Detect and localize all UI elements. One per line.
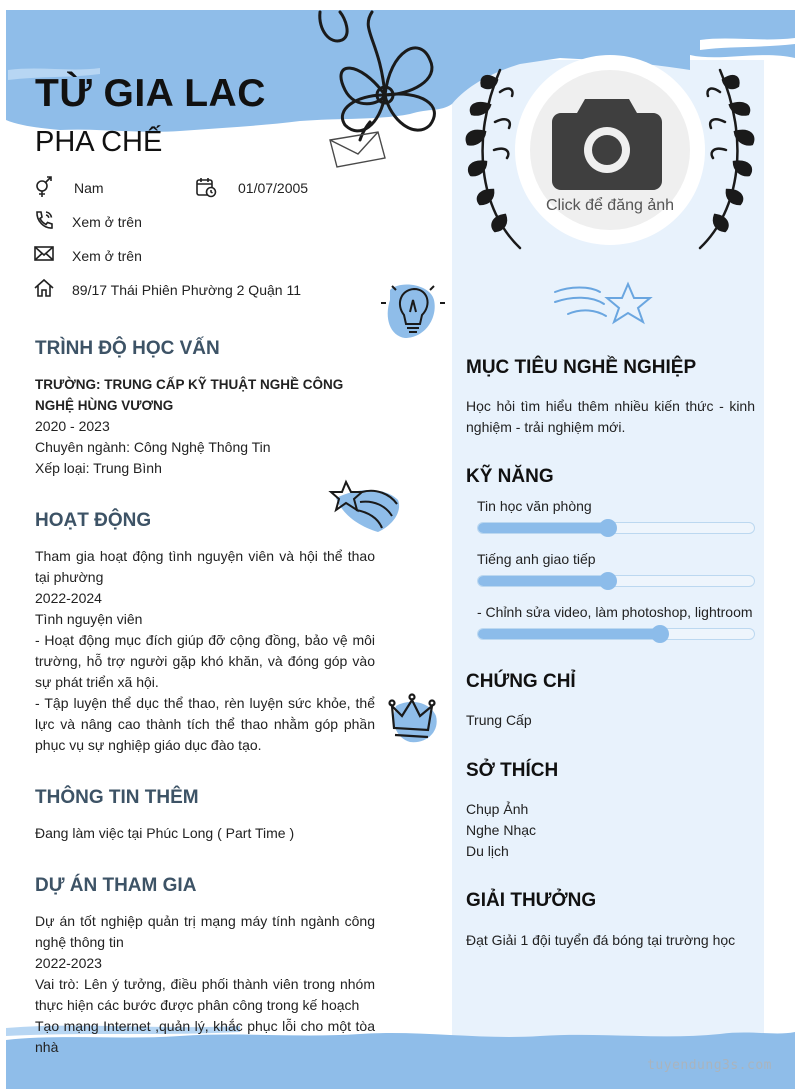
certificates-heading: CHỨNG CHỈ (466, 671, 576, 692)
skill-bar-knob (599, 519, 617, 537)
project-role: Vai trò: Lên ý tưởng, điều phối thành viên trong nhóm thực hiện các bước được phân công trong kế hoạch (35, 976, 375, 1013)
hobbies-heading: SỞ THÍCH (466, 760, 559, 781)
activities-detail: - Hoạt động mục đích giúp đỡ cộng đồng, bảo vệ môi trường, hỗ trợ người gặp khó khăn, và đóng góp vào sự phát triển xã hội. (35, 632, 375, 690)
awards-text: Đạt Giải 1 đội tuyển đá bóng tại trường học (466, 932, 736, 948)
additional-info-text: Đang làm việc tại Phúc Long ( Part Time ) (35, 825, 295, 841)
education-years: 2020 - 2023 (35, 418, 110, 434)
email-icon (33, 243, 55, 265)
activities-detail: - Tập luyện thể dục thể thao, rèn luyện sức khỏe, thể lực và nâng cao thành tích thể thao nhằm góp phần phục vụ sự nghiệp giáo dục đào tạo. (35, 695, 375, 753)
birthday-value: 01/07/2005 (238, 180, 309, 196)
candidate-name: TỪ GIA LAC (35, 72, 266, 115)
objective-text: Học hỏi tìm hiểu thêm nhiều kiến thức - kinh nghiệm - trải nghiệm mới. (466, 398, 755, 435)
education-major: Chuyên ngành: Công Nghệ Thông Tin (35, 439, 271, 455)
hobby-item: Nghe Nhạc (466, 822, 537, 838)
education-school: TRƯỜNG: TRUNG CẤP KỸ THUẬT NGHỀ CÔNG NGHỆ HÙNG VƯƠNG (35, 377, 344, 413)
gender-icon (33, 176, 55, 198)
skill-bar-knob (599, 572, 617, 590)
skill-label: - Chỉnh sửa video, làm photoshop, lightroom (477, 604, 753, 620)
skill-label: Tiếng anh giao tiếp (477, 551, 596, 567)
email-value: Xem ở trên (72, 248, 142, 264)
photo-upload-caption[interactable]: Click để đăng ảnh (545, 197, 675, 214)
additional-info-heading: THÔNG TIN THÊM (35, 787, 199, 808)
skill-bar (477, 522, 755, 534)
watermark: tuyendung3s.com (647, 1058, 772, 1073)
home-icon (33, 277, 55, 299)
camera-icon[interactable] (551, 93, 663, 191)
hobby-item: Du lịch (466, 843, 509, 859)
lightbulb-doodle (381, 285, 445, 338)
phone-icon (33, 209, 55, 231)
activities-heading: HOẠT ĐỘNG (35, 510, 152, 531)
education-heading: TRÌNH ĐỘ HỌC VẤN (35, 338, 220, 359)
objective-heading: MỤC TIÊU NGHỀ NGHIỆP (466, 357, 697, 378)
activities-years: 2022-2024 (35, 590, 102, 606)
project-task: Tạo mạng Internet ,quản lý, khắc phục lỗi cho một tòa nhà (35, 1018, 375, 1055)
skill-bar-fill (478, 576, 608, 586)
projects-heading: DỰ ÁN THAM GIA (35, 875, 197, 896)
certificates-text: Trung Cấp (466, 712, 532, 728)
hobby-item: Chụp Ảnh (466, 801, 529, 817)
shooting-star-doodle (331, 482, 399, 532)
skills-heading: KỸ NĂNG (466, 466, 554, 487)
skill-bar-fill (478, 523, 608, 533)
activities-description: Tham gia hoạt động tình nguyện viên và hội thể thao tại phường (35, 548, 375, 585)
skill-bar-fill (478, 629, 660, 639)
awards-heading: GIẢI THƯỞNG (466, 890, 597, 911)
calendar-icon (195, 176, 217, 198)
phone-value: Xem ở trên (72, 214, 142, 230)
skill-bar (477, 628, 755, 640)
job-title: PHA CHẾ (35, 126, 163, 158)
address-value: 89/17 Thái Phiên Phường 2 Quận 11 (72, 282, 301, 298)
crown-doodle (390, 695, 437, 743)
activities-role: Tình nguyện viên (35, 611, 143, 627)
project-title: Dự án tốt nghiệp quản trị mạng máy tính ngành công nghệ thông tin (35, 913, 375, 950)
skill-label: Tin học văn phòng (477, 498, 592, 514)
envelope-doodle (330, 132, 385, 167)
skill-bar (477, 575, 755, 587)
education-grade: Xếp loại: Trung Bình (35, 460, 162, 476)
project-years: 2022-2023 (35, 955, 102, 971)
gender-value: Nam (74, 180, 104, 196)
